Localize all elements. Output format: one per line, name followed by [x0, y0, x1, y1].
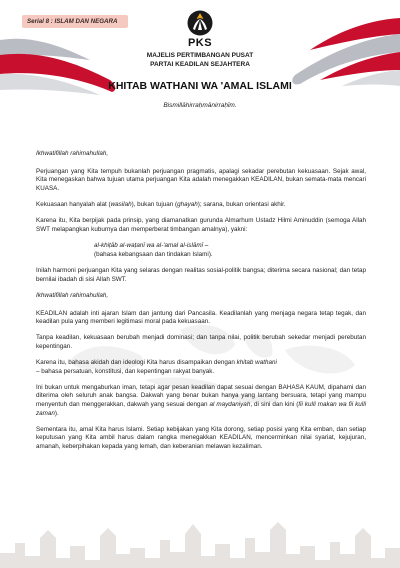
paragraph-1: Perjuangan yang Kita tempuh bukanlah perjuangan pragmatis, apalagi sekadar perebutan kekuasaan. Sejak awal, Kita menegaskan bahwa tujuan utama perjuangan Kita adalah menegakkan KEADILAN, bukan semata-mata mencari KUASA.: [36, 167, 366, 192]
document-body: [36, 130, 366, 459]
paragraph-6: Tanpa keadilan, kekuasaan berubah menjadi dominasi; dan tanpa nilai, politik berubah sekedar menjadi perebutan kepentingan.: [36, 334, 366, 350]
series-badge: Serial 8 : ISLAM DAN NEGARA: [22, 15, 128, 28]
org-name-line1: MAJELIS PERTIMBANGAN PUSAT: [146, 52, 254, 59]
salutation-2: Ikhwatifillah rahimahullah,: [36, 291, 109, 299]
org-name-line2: PARTAI KEADILAN SEJAHTERA: [150, 61, 250, 68]
logo-wordmark: PKS: [187, 37, 213, 49]
paragraph-3: Karena itu, Kita berpijak pada prinsip, yang diamanatkan gurunda Almarhum Ustadz Hilmi Aminuddin (semoga Allah SWT melapangkan kuburnya dan memperberat timbangan amalnya), yakni:: [36, 217, 366, 233]
document-title: KHITAB WATHANI WA 'AMAL ISLAMI: [108, 80, 292, 92]
paragraph-7: Karena itu, bahasa akidah dan ideologi Kita harus disampaikan dengan khitab wathani – bahasa persatuan, konstitusi, dan kepentingan rakyat banyak.: [36, 359, 277, 375]
quote-translation: (bahasa kebangsaan dan tindakan Islami).: [94, 250, 213, 258]
quote-transliteration: al-khiṭāb al-waṭanī wa al-'amal al-islāmī –: [94, 241, 209, 249]
paragraph-5: KEADILAN adalah inti ajaran Islam dan jantung dari Pancasila. Keadilanlah yang menjaga negara tetap tegak, dan keadilan pula yang memberi legitimasi moral pada kekuasaan.: [36, 309, 366, 326]
paragraph-4: Inilah harmoni perjuangan Kita yang selaras dengan realitas sosial-politik bangsa; diterima secara nasional; dan tetap bernilai ibadah di sisi Allah SWT.: [36, 267, 366, 283]
salutation-1: Ikhwatifillah rahimahullah,: [36, 150, 109, 157]
paragraph-2: Kekuasaan hanyalah alat (wasilah), bukan tujuan (ghayah); sarana, bukan orientasi akhir.: [36, 200, 286, 208]
pks-logo-icon: [187, 10, 213, 36]
principle-quote: [94, 242, 366, 259]
city-skyline-decoration: [0, 508, 400, 568]
basmalah-line: Bismillāhirraḥmānirraḥīm.: [163, 102, 237, 109]
paragraph-8: Ini bukan untuk mengaburkan iman, tetapi agar pesan keadilan dapat sesuai dengan BAHASA KAUM, dipahami dan diterima oleh seluruh anak bangsa. Dakwah yang benar bukan hanya yang lantang bersuara, tetapi yang mampu menyentuh dan menggerakkan, dakwah yang sesuai dengan al maydaniyah, di sini dan kini (fii kulli makan wa fii kulli zaman).: [36, 383, 366, 417]
paragraph-9: Sementara itu, amal Kita harus Islami. Setiap kebijakan yang Kita dorong, setiap posisi yang Kita emban, dan setiap keputusan yang Kita ambil harus dalam rangka menegakkan KEADILAN, mencerminkan nilai syariat, kejujuran, amanah, keberpihakan kepada yang lemah, dan keberanian melawan kezaliman.: [36, 425, 366, 450]
